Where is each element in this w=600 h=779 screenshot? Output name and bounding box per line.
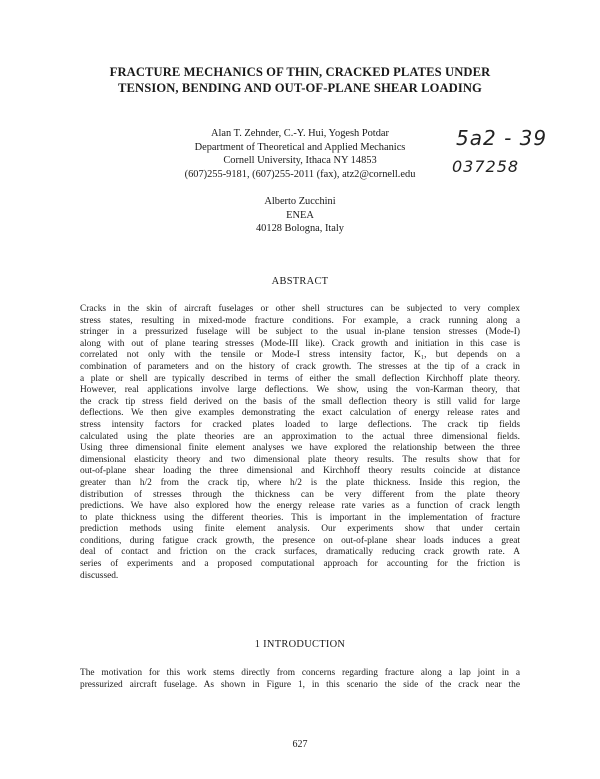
abstract-line: combination of parameters and on the history of crack growth. The stresses at the tip of a crack in (80, 361, 520, 372)
abstract-line: deflections. We then give examples demonstrating the exact calculation of energy release rates and (80, 408, 520, 419)
title-line-1: FRACTURE MECHANICS OF THIN, CRACKED PLATES UNDER (109, 65, 491, 79)
handwritten-note-2: 037258 (452, 157, 520, 176)
second-author-address: 40128 Bologna, Italy (255, 223, 345, 235)
abstract-line: the crack tip stress field derived on the basis of the small deflection theory is still valid for large (80, 396, 520, 407)
second-author-name: Alberto Zucchini (264, 196, 336, 207)
abstract-line: a plate or shell are typically described in terms of either the small deflection Kirchhoff plate theory. (80, 373, 520, 384)
abstract-line: greater than h/2 from the crack tip, where h/2 is the plate thickness. Inside this region, the (80, 477, 520, 488)
abstract-body (80, 304, 520, 582)
abstract-line: discussed. (80, 570, 119, 581)
abstract-line: Cracks in the skin of aircraft fuselages or other shell structures can be subjected to very complex (80, 304, 520, 314)
abstract-line: However, real applications involve large deflections. We show, using the von-Karman theory, that (80, 385, 520, 396)
intro-line: The motivation for this work stems directly from concerns regarding fracture along a lap joint in a (80, 668, 520, 678)
abstract-line: calculated using the plate theories are an approximation to the actual three dimensional fields. (80, 431, 520, 442)
introduction-body (80, 668, 520, 691)
abstract-line: prediction methods using finite element analysis. Our experiments show that under certain (80, 524, 520, 535)
page-number: 627 (292, 739, 308, 750)
author-contact: (607)255-9181, (607)255-2011 (fax), atz2@cornell.edu (184, 168, 416, 180)
abstract-line: predictions. We have also explored how the energy release rate varies as a function of crack length (80, 501, 520, 512)
abstract-line: conditions, during fatigue crack growth, the presence on out-of-plane shear loads induces a great (80, 535, 520, 546)
abstract-line: deal of contact and friction on the crack surfaces, dramatically reducing crack growth rate. A (80, 547, 520, 558)
abstract-line: dimensional elasticity theory and two dimensional plate theory results. The results show that for (80, 454, 520, 465)
abstract-line: stress intensity factors for cracked plates loaded to large deflections. The crack tip fields (80, 419, 520, 430)
intro-line: pressurized aircraft fuselage. As shown in Figure 1, in this scenario the side of the crack near the (80, 679, 520, 690)
abstract-line: distribution of stresses through the thickness can be very different from the plate theory (80, 489, 520, 500)
abstract-line: correlated not only with the tensile or Mode-I stress intensity factor, K₁, but depends on a (80, 350, 520, 361)
abstract-line: stress states, resulting in mixed-mode fracture conditions. For example, a crack running along a (80, 315, 520, 326)
abstract-line: stringer in a pressurized fuselage will be subject to the usual in-plane tension stresses (Mode-I) (80, 327, 520, 338)
abstract-line: to plate thickness using the different theories. This is important in the implementation of fracture (80, 512, 520, 523)
abstract-line: Using three dimensional finite element analyses we have explored the relationship between the three (80, 443, 520, 454)
author-university: Cornell University, Ithaca NY 14853 (223, 155, 377, 167)
second-author-org: ENEA (286, 209, 314, 221)
second-author-block (180, 195, 420, 236)
author-department: Department of Theoretical and Applied Mechanics (194, 141, 406, 153)
title-line-2: TENSION, BENDING AND OUT-OF-PLANE SHEAR LOADING (118, 81, 482, 95)
paper-title (60, 64, 540, 96)
introduction-heading: 1 INTRODUCTION (254, 639, 346, 650)
abstract-line: series of experiments and a proposed computational approach for accounting for the friction is (80, 559, 520, 570)
author-names: Alan T. Zehnder, C.-Y. Hui, Yogesh Potdar (211, 128, 389, 139)
abstract-line: along with out of plane tearing stresses (Mode-III like). Crack growth and initiation in this case is (80, 338, 520, 349)
author-block (110, 127, 490, 181)
abstract-line: out-of-plane shear loading the three dimensional and Kirchhoff theory results coincide at distance (80, 466, 520, 477)
abstract-heading: ABSTRACT (271, 276, 329, 287)
handwritten-note-1: 5a2 - 39 (456, 126, 548, 150)
